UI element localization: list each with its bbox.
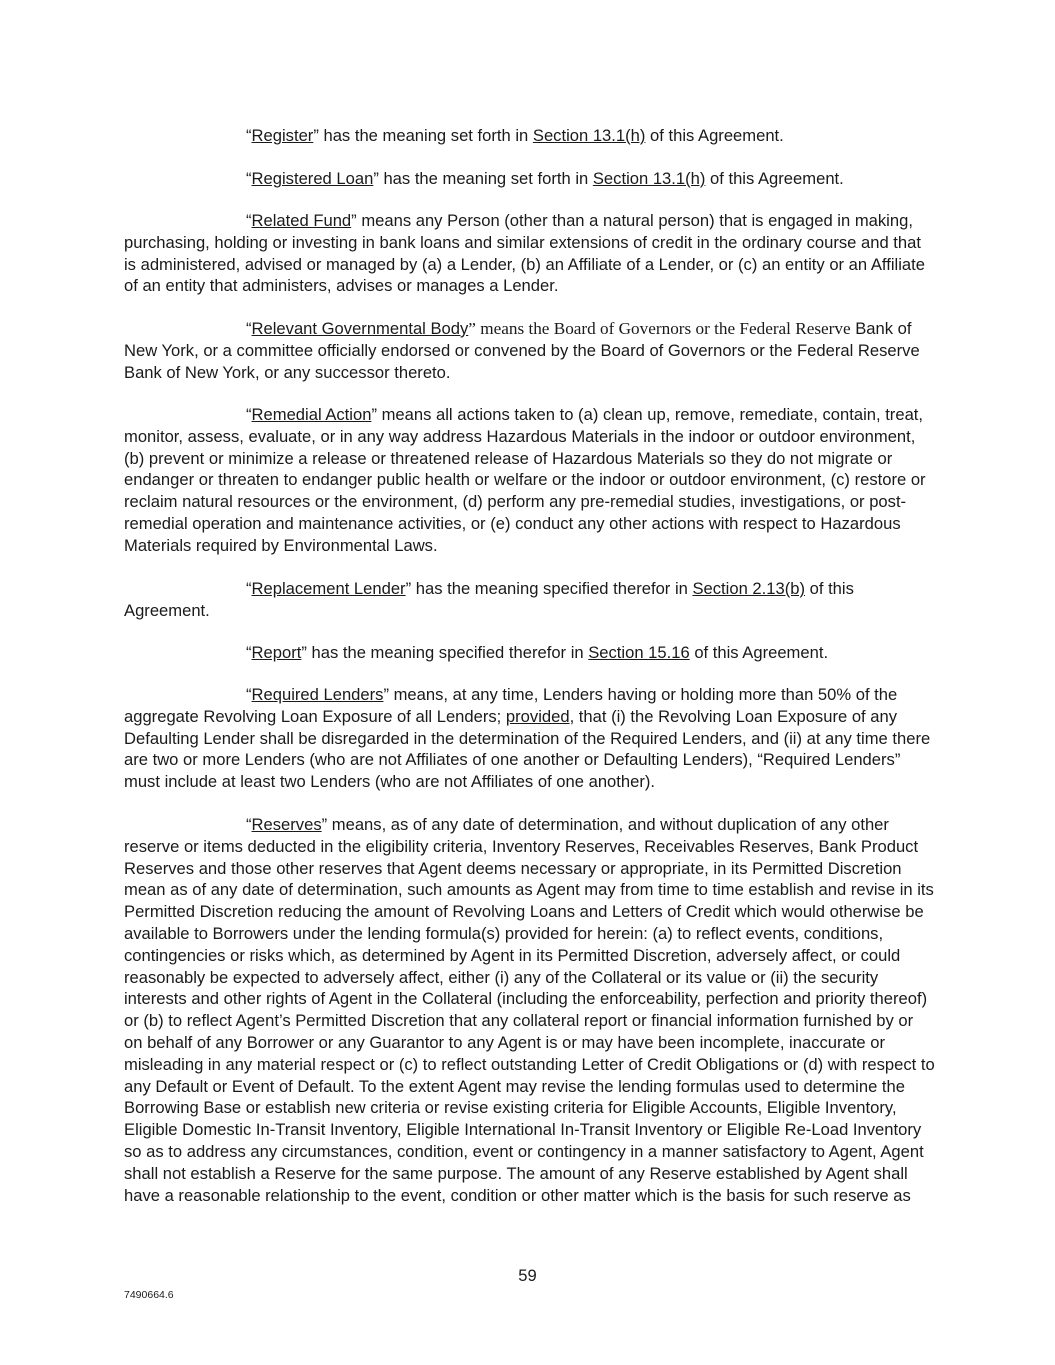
quote-open: “ xyxy=(246,685,252,704)
defined-term: Register xyxy=(251,126,314,145)
definition-text: Bank of New York, or a committee officially endorsed or convened by the Board of Governors or the Federal Reserve Bank of New York, or any successor thereto. xyxy=(124,319,920,382)
definition-report xyxy=(124,642,936,664)
quote-close: ” xyxy=(301,643,307,662)
quote-open: “ xyxy=(246,643,252,662)
quote-close: ” xyxy=(383,685,389,704)
definition-text: means any Person (other than a natural person) that is engaged in making, purchasing, holding or investing in bank loans and similar extensions of credit in the ordinary course and that is administered, advised or managed by (a) a Lender, (b) an Affiliate of a Lender, or (c) an entity or an Affiliate of an entity that administers, advises or manages a Lender. xyxy=(124,211,925,296)
defined-term: Report xyxy=(251,643,302,662)
definition-text: means all actions taken to (a) clean up, remove, remediate, contain, treat, monitor, assess, evaluate, or in any way address Hazardous Materials in the indoor or outdoor environment, (b) prevent or minimize a release or threatened release of Hazardous Materials so they do not migrate or endanger or threaten to endanger public health or welfare or the indoor or outdoor environment, (c) restore or reclaim natural resources or the environment, (d) perform any pre-remedial studies, investigations, or post-remedial operation and maintenance activities, or (e) conduct any other actions with respect to Hazardous Materials required by Environmental Laws. xyxy=(124,405,926,555)
page-number: 59 xyxy=(518,1266,537,1285)
quote-close: ” xyxy=(321,815,328,834)
defined-term: Replacement Lender xyxy=(251,579,406,598)
definition-tail: of this Agreement. xyxy=(705,169,844,188)
quote-close: ” xyxy=(351,211,357,230)
quote-open: “ xyxy=(246,319,252,338)
definition-tail: , that (i) the Revolving Loan Exposure of any Defaulting Lender shall be disregarded in the determination of the Required Lenders, and (ii) at any time there are two or more Lenders (who are not Affiliates of one another or Defaulting Lenders), “Required Lenders” must include at least two Lenders (who are not Affiliates of one another). xyxy=(124,706,931,792)
definition-text: has the meaning set forth in xyxy=(378,169,593,188)
definition-text-serif: means the Board of Governors or the Federal Reserve xyxy=(475,319,851,338)
definition-text: has the meaning specified therefor in xyxy=(306,643,589,662)
quote-open: “ xyxy=(246,815,252,834)
quote-open: “ xyxy=(246,169,252,188)
quote-close: ” xyxy=(313,126,319,145)
section-reference: Section 15.16 xyxy=(588,643,690,662)
definition-text: has the meaning set forth in xyxy=(318,126,533,145)
definition-replacement-lender xyxy=(124,578,936,622)
definition-tail: of this Agreement. xyxy=(645,126,784,145)
defined-term: Registered Loan xyxy=(251,169,374,188)
section-reference: Section 2.13(b) xyxy=(692,579,806,598)
definition-related-fund xyxy=(124,210,936,297)
definition-tail: of this Agreement. xyxy=(689,643,829,662)
definition-text: means, as of any date of determination, and without duplication of any other reserve or items deducted in the eligibility criteria, Inventory Reserves, Receivables Reserves, Bank Product Reserves and those other reserves that Agent deems necessary or appropriate, in its Permitted Discretion mean as of any date of determination, such amounts as Agent may from time to time establish and revise in its Permitted Discretion reducing the amount of Revolving Loans and Letters of Credit which would otherwise be available to Borrowers under the lending formula(s) provided for herein: (a) to reflect events, conditions, contingencies or risks which, as determined by Agent in its Permitted Discretion, adversely affect, or could reasonably be expected to adversely affect, either (i) any of the Collateral or its value or (ii) the security interests and other rights of Agent in the Collateral (including the enforceability, perfection and priority thereof) or (b) to reflect Agent’s Permitted Discretion that any collateral report or financial information furnished by or on behalf of any Borrower or any Guarantor to any Agent is or may have been incomplete, inaccurate or misleading in any material respect or (c) to reflect outstanding Letter of Credit Obligations or (d) with respect to any Default or Event of Default. To the extent Agent may revise the lending formulas used to determine the Borrowing Base or establish new criteria or revise existing criteria for Eligible Accounts, Eligible Inventory, Eligible Domestic In-Transit Inventory, Eligible International In-Transit Inventory or Eligible Re-Load Inventory so as to address any circumstances, condition, event or contingency in a manner satisfactory to Agent, Agent shall not establish a Reserve for the same purpose. The amount of any Reserve established by Agent shall have a reasonable relationship to the event, condition or other matter which is the basis for such reserve as xyxy=(124,815,935,1205)
definition-tail-continued: Agreement. xyxy=(124,600,210,620)
provided-term: provided xyxy=(505,706,570,726)
quote-close: ” xyxy=(373,169,379,188)
defined-term: Required Lenders xyxy=(251,685,384,704)
section-reference: Section 13.1(h) xyxy=(532,126,646,145)
defined-term: Reserves xyxy=(251,815,322,834)
document-id: 7490664.6 xyxy=(124,1289,174,1301)
quote-open: “ xyxy=(246,579,252,598)
definition-required-lenders xyxy=(124,684,936,793)
definition-register xyxy=(124,125,936,147)
quote-open: “ xyxy=(246,405,252,424)
definition-text: means, at any time, Lenders having or holding more than 50% of the aggregate Revolving Loan Exposure of all Lenders; xyxy=(124,685,898,726)
quote-open: “ xyxy=(246,211,252,230)
quote-close: ” xyxy=(371,405,377,424)
section-reference: Section 13.1(h) xyxy=(592,169,706,188)
definition-text: has the meaning specified therefor in xyxy=(411,579,693,598)
definition-remedial-action xyxy=(124,404,936,557)
quote-close: ” xyxy=(468,319,476,338)
quote-close: ” xyxy=(405,579,412,598)
definition-registered-loan xyxy=(124,168,936,190)
definition-reserves xyxy=(124,814,936,1206)
defined-term: Relevant Governmental Body xyxy=(251,319,469,338)
defined-term: Related Fund xyxy=(251,211,352,230)
definition-tail: of this xyxy=(805,579,854,598)
defined-term: Remedial Action xyxy=(251,405,372,424)
definition-relevant-governmental-body xyxy=(124,318,936,383)
quote-open: “ xyxy=(246,126,252,145)
